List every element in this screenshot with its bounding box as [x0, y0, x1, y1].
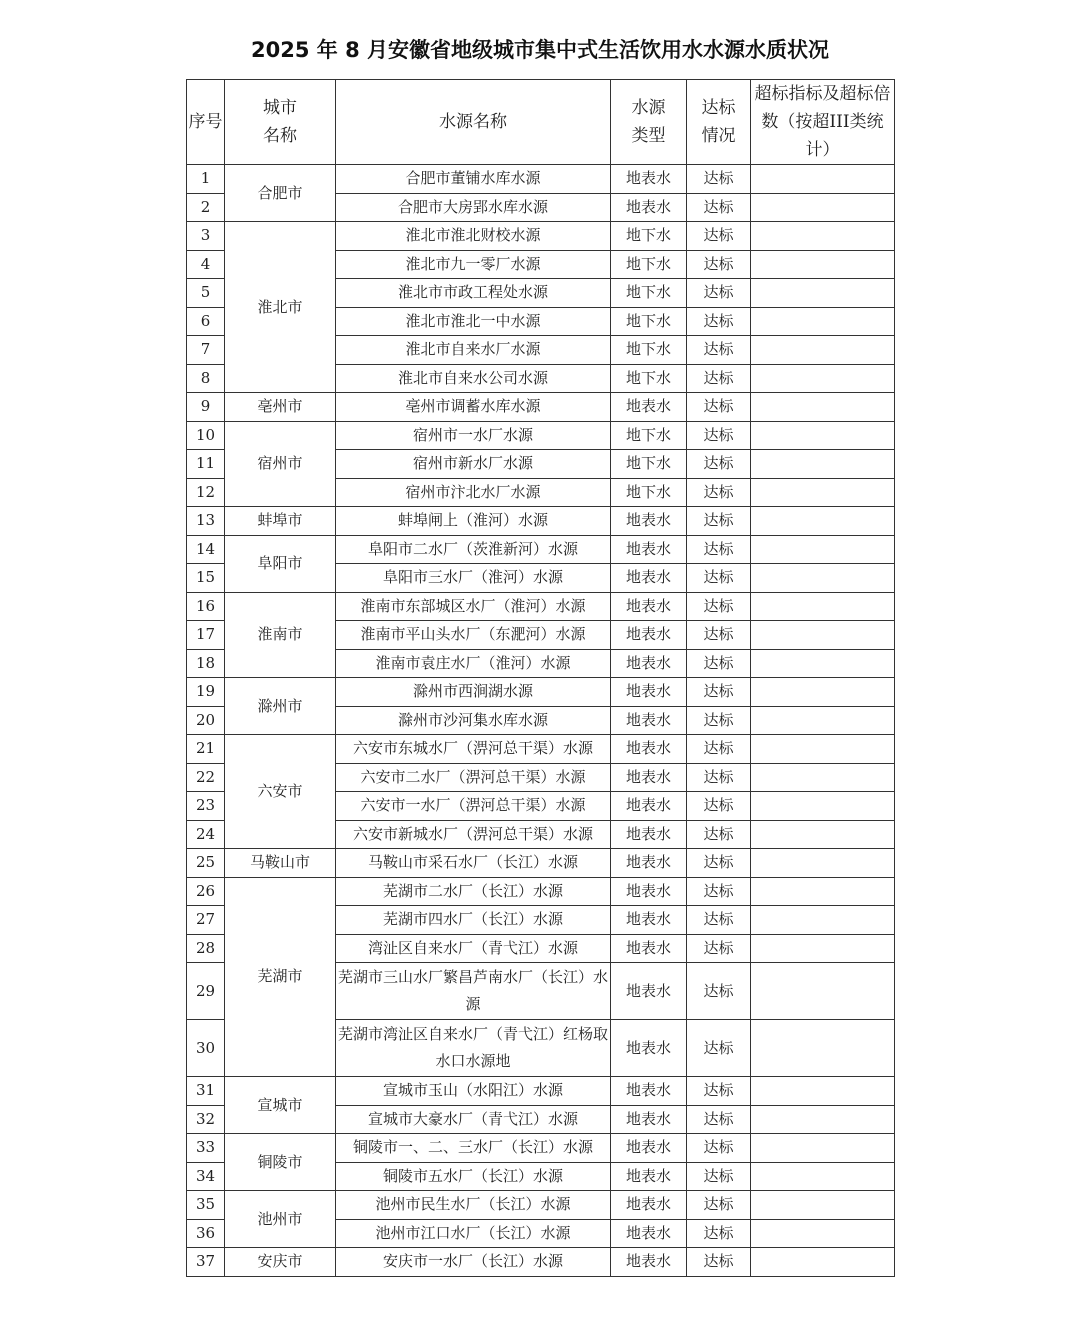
compliance-status: 达标: [687, 1077, 751, 1106]
city-name: 蚌埠市: [225, 507, 336, 536]
table-row: [187, 507, 895, 536]
source-type: 地表水: [611, 877, 687, 906]
row-number: 28: [187, 934, 225, 963]
row-number: 18: [187, 649, 225, 678]
source-name: 六安市新城水厂（淠河总干渠）水源: [336, 820, 611, 849]
compliance-status: 达标: [687, 621, 751, 650]
table-row: [187, 678, 895, 707]
exceedance-cell: [751, 279, 895, 308]
compliance-status: 达标: [687, 364, 751, 393]
source-type: 地表水: [611, 507, 687, 536]
table-row: [187, 1134, 895, 1163]
compliance-status: 达标: [687, 478, 751, 507]
source-name: 合肥市大房郢水库水源: [336, 193, 611, 222]
source-name: 芜湖市三山水厂繁昌芦南水厂（长江）水源: [336, 963, 611, 1020]
source-type: 地表水: [611, 1248, 687, 1277]
row-number: 6: [187, 307, 225, 336]
source-type: 地表水: [611, 1020, 687, 1077]
row-number: 22: [187, 763, 225, 792]
source-name: 淮南市袁庄水厂（淮河）水源: [336, 649, 611, 678]
exceedance-cell: [751, 649, 895, 678]
exceedance-cell: [751, 393, 895, 422]
row-number: 24: [187, 820, 225, 849]
source-name: 六安市一水厂（淠河总干渠）水源: [336, 792, 611, 821]
exceedance-cell: [751, 222, 895, 251]
city-name: 铜陵市: [225, 1134, 336, 1191]
row-number: 27: [187, 906, 225, 935]
row-number: 15: [187, 564, 225, 593]
compliance-status: 达标: [687, 906, 751, 935]
table-row: [187, 222, 895, 251]
row-number: 12: [187, 478, 225, 507]
city-name: 六安市: [225, 735, 336, 849]
source-type: 地表水: [611, 1162, 687, 1191]
source-name: 淮北市自来水公司水源: [336, 364, 611, 393]
row-number: 2: [187, 193, 225, 222]
source-name: 六安市二水厂（淠河总干渠）水源: [336, 763, 611, 792]
source-type: 地表水: [611, 193, 687, 222]
water-quality-table: [186, 79, 895, 1277]
source-name: 淮南市东部城区水厂（淮河）水源: [336, 592, 611, 621]
row-number: 21: [187, 735, 225, 764]
source-type: 地表水: [611, 934, 687, 963]
exceedance-cell: [751, 250, 895, 279]
exceedance-cell: [751, 763, 895, 792]
row-number: 17: [187, 621, 225, 650]
row-number: 32: [187, 1105, 225, 1134]
exceedance-cell: [751, 507, 895, 536]
source-name: 淮北市淮北一中水源: [336, 307, 611, 336]
source-name: 芜湖市二水厂（长江）水源: [336, 877, 611, 906]
header-city: 城市名称: [225, 80, 336, 165]
source-type: 地表水: [611, 649, 687, 678]
row-number: 37: [187, 1248, 225, 1277]
exceedance-cell: [751, 364, 895, 393]
city-name: 阜阳市: [225, 535, 336, 592]
compliance-status: 达标: [687, 849, 751, 878]
source-type: 地下水: [611, 450, 687, 479]
exceedance-cell: [751, 564, 895, 593]
compliance-status: 达标: [687, 535, 751, 564]
source-name: 湾沚区自来水厂（青弋江）水源: [336, 934, 611, 963]
row-number: 7: [187, 336, 225, 365]
source-type: 地表水: [611, 735, 687, 764]
header-seq: 序号: [187, 80, 225, 165]
city-name: 池州市: [225, 1191, 336, 1248]
exceedance-cell: [751, 193, 895, 222]
exceedance-cell: [751, 478, 895, 507]
header-status: 达标情况: [687, 80, 751, 165]
source-type: 地表水: [611, 1219, 687, 1248]
compliance-status: 达标: [687, 820, 751, 849]
source-type: 地表水: [611, 678, 687, 707]
row-number: 10: [187, 421, 225, 450]
source-name: 阜阳市二水厂（茨淮新河）水源: [336, 535, 611, 564]
exceedance-cell: [751, 849, 895, 878]
source-name: 池州市民生水厂（长江）水源: [336, 1191, 611, 1220]
source-type: 地表水: [611, 592, 687, 621]
compliance-status: 达标: [687, 706, 751, 735]
city-name: 安庆市: [225, 1248, 336, 1277]
compliance-status: 达标: [687, 222, 751, 251]
exceedance-cell: [751, 877, 895, 906]
table-row: [187, 1248, 895, 1277]
exceedance-cell: [751, 535, 895, 564]
source-type: 地表水: [611, 564, 687, 593]
compliance-status: 达标: [687, 963, 751, 1020]
exceedance-cell: [751, 450, 895, 479]
source-name: 宿州市一水厂水源: [336, 421, 611, 450]
table-row: [187, 393, 895, 422]
source-type: 地表水: [611, 535, 687, 564]
compliance-status: 达标: [687, 165, 751, 194]
compliance-status: 达标: [687, 678, 751, 707]
exceedance-cell: [751, 1248, 895, 1277]
source-type: 地表水: [611, 820, 687, 849]
compliance-status: 达标: [687, 193, 751, 222]
row-number: 11: [187, 450, 225, 479]
source-type: 地下水: [611, 222, 687, 251]
table-body: [187, 165, 895, 1277]
exceedance-cell: [751, 963, 895, 1020]
source-name: 淮北市自来水厂水源: [336, 336, 611, 365]
exceedance-cell: [751, 307, 895, 336]
header-exceed: 超标指标及超标倍数（按超III类统计）: [751, 80, 895, 165]
source-type: 地表水: [611, 393, 687, 422]
row-number: 13: [187, 507, 225, 536]
compliance-status: 达标: [687, 450, 751, 479]
source-name: 芜湖市四水厂（长江）水源: [336, 906, 611, 935]
source-name: 宣城市玉山（水阳江）水源: [336, 1077, 611, 1106]
row-number: 25: [187, 849, 225, 878]
source-type: 地表水: [611, 849, 687, 878]
row-number: 20: [187, 706, 225, 735]
source-type: 地表水: [611, 621, 687, 650]
compliance-status: 达标: [687, 1191, 751, 1220]
row-number: 14: [187, 535, 225, 564]
city-name: 亳州市: [225, 393, 336, 422]
city-name: 宣城市: [225, 1077, 336, 1134]
exceedance-cell: [751, 1219, 895, 1248]
compliance-status: 达标: [687, 735, 751, 764]
city-name: 淮南市: [225, 592, 336, 678]
source-name: 滁州市西涧湖水源: [336, 678, 611, 707]
source-type: 地下水: [611, 307, 687, 336]
source-type: 地表水: [611, 763, 687, 792]
source-name: 淮北市淮北财校水源: [336, 222, 611, 251]
row-number: 30: [187, 1020, 225, 1077]
source-name: 铜陵市一、二、三水厂（长江）水源: [336, 1134, 611, 1163]
table-row: [187, 849, 895, 878]
compliance-status: 达标: [687, 336, 751, 365]
source-name: 淮南市平山头水厂（东淝河）水源: [336, 621, 611, 650]
table-row: [187, 165, 895, 194]
compliance-status: 达标: [687, 763, 751, 792]
source-name: 合肥市董铺水库水源: [336, 165, 611, 194]
compliance-status: 达标: [687, 393, 751, 422]
source-name: 宿州市汴北水厂水源: [336, 478, 611, 507]
source-name: 阜阳市三水厂（淮河）水源: [336, 564, 611, 593]
exceedance-cell: [751, 621, 895, 650]
source-type: 地下水: [611, 250, 687, 279]
source-type: 地下水: [611, 478, 687, 507]
city-name: 马鞍山市: [225, 849, 336, 878]
compliance-status: 达标: [687, 1219, 751, 1248]
row-number: 3: [187, 222, 225, 251]
source-name: 宿州市新水厂水源: [336, 450, 611, 479]
compliance-status: 达标: [687, 279, 751, 308]
source-type: 地表水: [611, 1105, 687, 1134]
row-number: 29: [187, 963, 225, 1020]
table-row: [187, 592, 895, 621]
compliance-status: 达标: [687, 507, 751, 536]
row-number: 35: [187, 1191, 225, 1220]
exceedance-cell: [751, 934, 895, 963]
city-name: 宿州市: [225, 421, 336, 507]
exceedance-cell: [751, 735, 895, 764]
compliance-status: 达标: [687, 307, 751, 336]
source-type: 地表水: [611, 963, 687, 1020]
header-source: 水源名称: [336, 80, 611, 165]
exceedance-cell: [751, 336, 895, 365]
compliance-status: 达标: [687, 1134, 751, 1163]
compliance-status: 达标: [687, 877, 751, 906]
source-name: 六安市东城水厂（淠河总干渠）水源: [336, 735, 611, 764]
source-name: 淮北市市政工程处水源: [336, 279, 611, 308]
compliance-status: 达标: [687, 1105, 751, 1134]
city-name: 滁州市: [225, 678, 336, 735]
exceedance-cell: [751, 165, 895, 194]
exceedance-cell: [751, 1077, 895, 1106]
source-name: 池州市江口水厂（长江）水源: [336, 1219, 611, 1248]
row-number: 33: [187, 1134, 225, 1163]
source-type: 地表水: [611, 792, 687, 821]
city-name: 合肥市: [225, 165, 336, 222]
compliance-status: 达标: [687, 421, 751, 450]
source-type: 地表水: [611, 906, 687, 935]
source-name: 马鞍山市采石水厂（长江）水源: [336, 849, 611, 878]
source-name: 宣城市大豪水厂（青弋江）水源: [336, 1105, 611, 1134]
row-number: 31: [187, 1077, 225, 1106]
table-row: [187, 877, 895, 906]
compliance-status: 达标: [687, 792, 751, 821]
source-type: 地下水: [611, 279, 687, 308]
exceedance-cell: [751, 706, 895, 735]
row-number: 8: [187, 364, 225, 393]
exceedance-cell: [751, 820, 895, 849]
table-row: [187, 1191, 895, 1220]
compliance-status: 达标: [687, 649, 751, 678]
table-row: [187, 1077, 895, 1106]
compliance-status: 达标: [687, 592, 751, 621]
source-name: 芜湖市湾沚区自来水厂（青弋江）红杨取水口水源地: [336, 1020, 611, 1077]
compliance-status: 达标: [687, 250, 751, 279]
source-type: 地表水: [611, 1191, 687, 1220]
page-title: 2025 年 8 月安徽省地级城市集中式生活饮用水水源水质状况: [251, 38, 829, 62]
source-name: 亳州市调蓄水库水源: [336, 393, 611, 422]
row-number: 9: [187, 393, 225, 422]
source-name: 安庆市一水厂（长江）水源: [336, 1248, 611, 1277]
row-number: 36: [187, 1219, 225, 1248]
table-row: [187, 735, 895, 764]
table-row: [187, 535, 895, 564]
source-type: 地表水: [611, 1134, 687, 1163]
row-number: 34: [187, 1162, 225, 1191]
exceedance-cell: [751, 1162, 895, 1191]
exceedance-cell: [751, 592, 895, 621]
exceedance-cell: [751, 906, 895, 935]
exceedance-cell: [751, 1020, 895, 1077]
source-name: 淮北市九一零厂水源: [336, 250, 611, 279]
header-row: [187, 80, 895, 165]
source-name: 滁州市沙河集水库水源: [336, 706, 611, 735]
compliance-status: 达标: [687, 1162, 751, 1191]
source-type: 地表水: [611, 706, 687, 735]
row-number: 19: [187, 678, 225, 707]
exceedance-cell: [751, 1105, 895, 1134]
source-type: 地下水: [611, 421, 687, 450]
row-number: 23: [187, 792, 225, 821]
compliance-status: 达标: [687, 1020, 751, 1077]
source-type: 地表水: [611, 165, 687, 194]
compliance-status: 达标: [687, 564, 751, 593]
source-name: 铜陵市五水厂（长江）水源: [336, 1162, 611, 1191]
row-number: 26: [187, 877, 225, 906]
table-row: [187, 421, 895, 450]
row-number: 4: [187, 250, 225, 279]
row-number: 5: [187, 279, 225, 308]
exceedance-cell: [751, 678, 895, 707]
city-name: 淮北市: [225, 222, 336, 393]
compliance-status: 达标: [687, 934, 751, 963]
source-type: 地表水: [611, 1077, 687, 1106]
row-number: 1: [187, 165, 225, 194]
exceedance-cell: [751, 421, 895, 450]
exceedance-cell: [751, 1134, 895, 1163]
city-name: 芜湖市: [225, 877, 336, 1077]
source-type: 地下水: [611, 364, 687, 393]
exceedance-cell: [751, 792, 895, 821]
exceedance-cell: [751, 1191, 895, 1220]
header-type: 水源类型: [611, 80, 687, 165]
source-type: 地下水: [611, 336, 687, 365]
row-number: 16: [187, 592, 225, 621]
source-name: 蚌埠闸上（淮河）水源: [336, 507, 611, 536]
compliance-status: 达标: [687, 1248, 751, 1277]
